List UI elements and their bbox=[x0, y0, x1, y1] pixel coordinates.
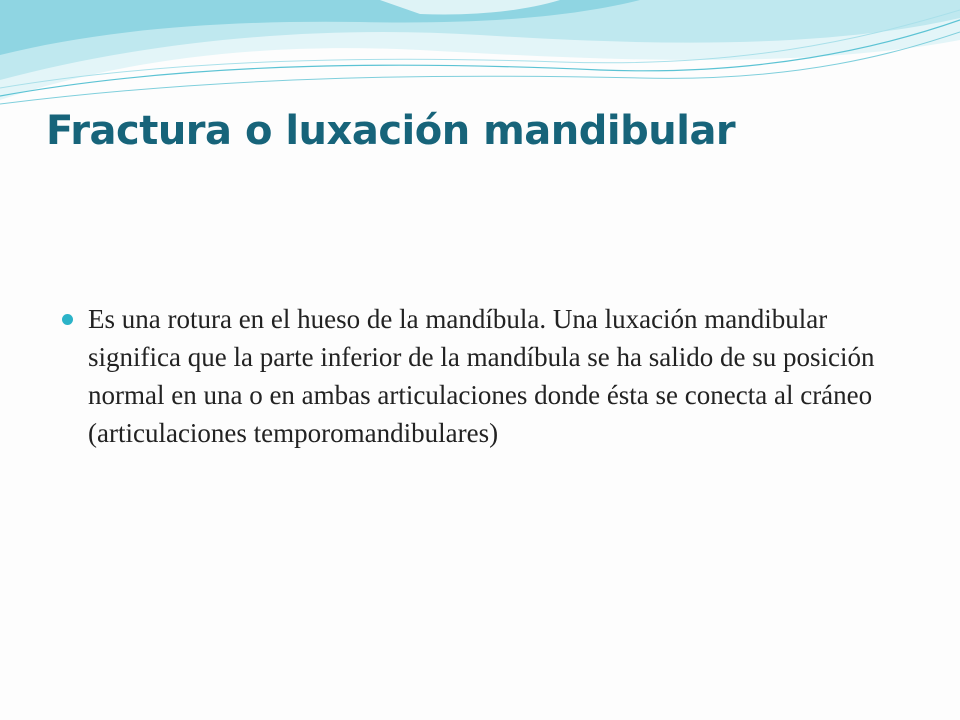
slide-title: Fractura o luxación mandibular bbox=[46, 108, 736, 154]
bullet-dot-icon bbox=[62, 314, 73, 325]
bullet-list bbox=[62, 300, 892, 452]
bullet-text: Es una rotura en el hueso de la mandíbula. Una luxación mandibular significa que la parte inferior de la mandíbula se ha salido de su posición normal en una o en ambas articulaciones donde ésta se conecta al cráneo (articulaciones temporomandibulares) bbox=[88, 304, 875, 448]
bullet-item bbox=[62, 300, 892, 452]
header-wave-decoration bbox=[0, 0, 960, 110]
